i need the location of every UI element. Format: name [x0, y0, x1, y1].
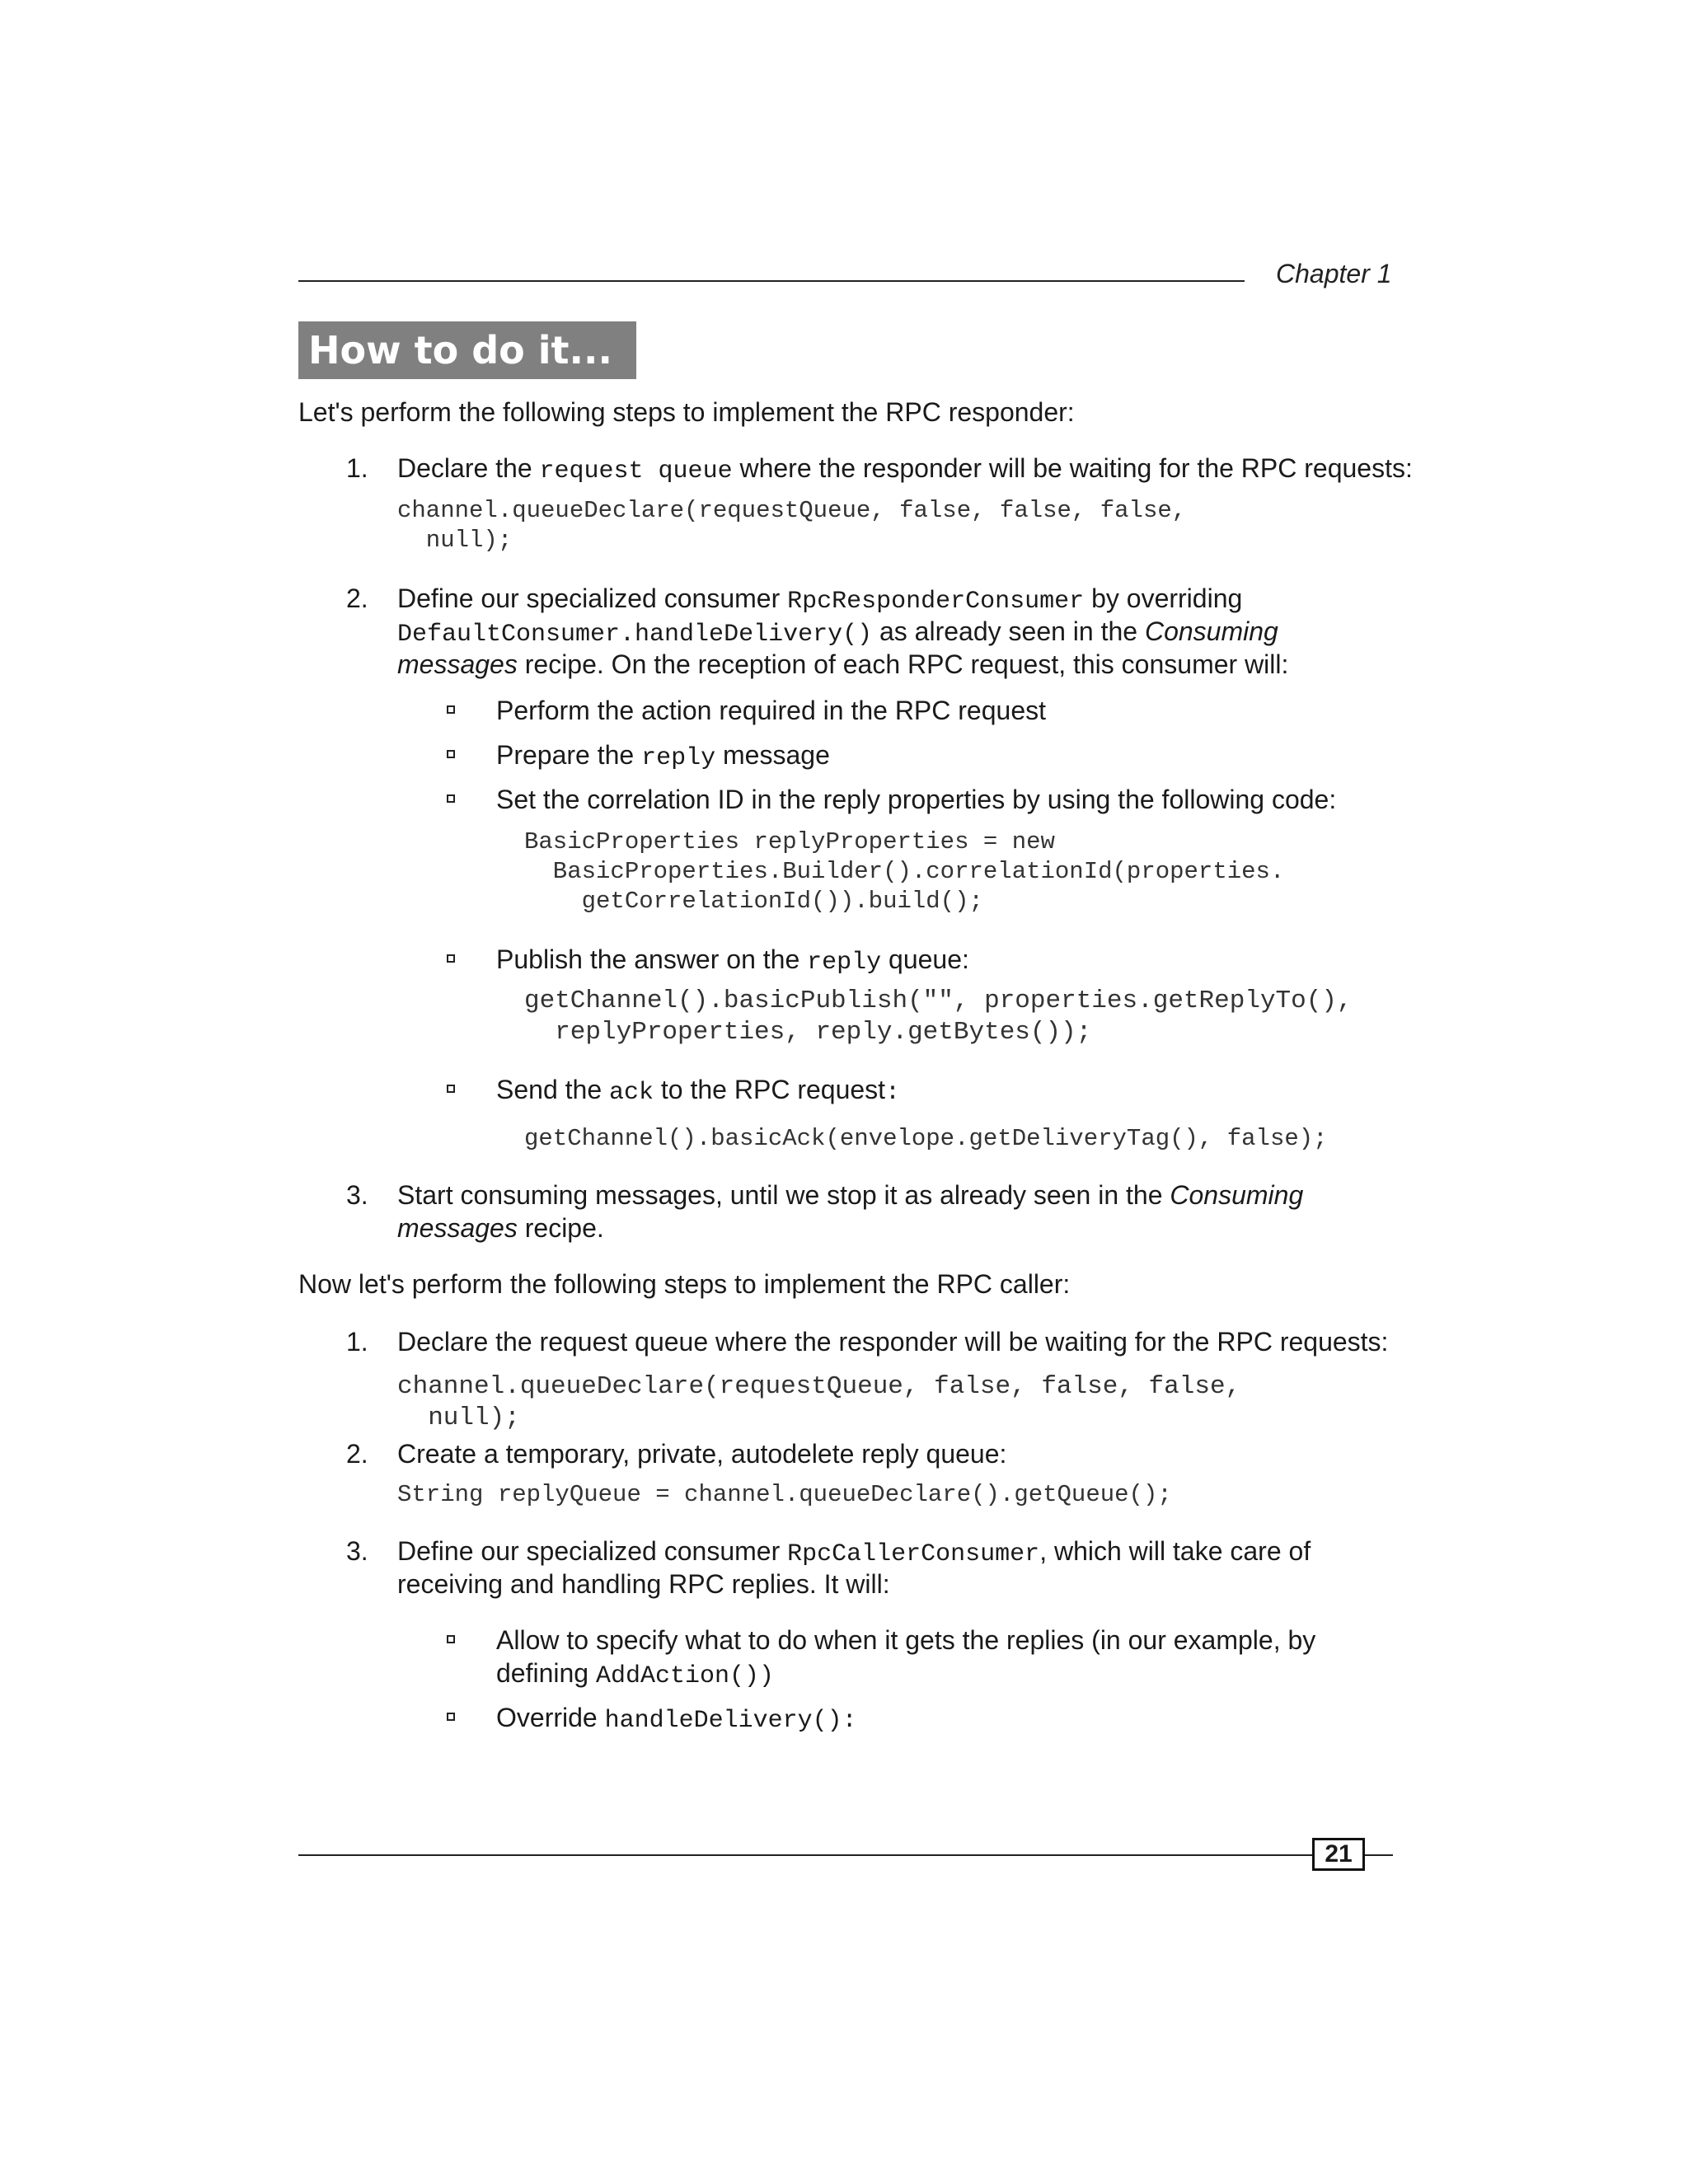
step-number: 2. — [346, 1439, 368, 1469]
bullet-text: Set the correlation ID in the reply properties by using the following code: — [496, 785, 1337, 814]
header-rule — [298, 280, 1245, 282]
caller-step3-line2: receiving and handling RPC replies. It will: — [397, 1569, 890, 1599]
code-line: null); — [397, 527, 513, 554]
bullet-marker — [447, 750, 455, 758]
caller-step2-text: Create a temporary, private, autodelete reply queue: — [397, 1439, 1007, 1469]
responder-step2-line2: DefaultConsumer.handleDelivery() as already seen in the Consuming — [397, 616, 1278, 649]
step-number: 1. — [346, 453, 368, 483]
inline-code: RpcCallerConsumer — [787, 1540, 1040, 1568]
code-line: getCorrelationId()).build(); — [524, 888, 983, 915]
bullet-text: Prepare the reply message — [496, 740, 830, 772]
responder-step2-line1: Define our specialized consumer RpcResponderConsumer by overriding — [397, 583, 1243, 616]
inline-code: reply — [807, 949, 882, 977]
inline-code: DefaultConsumer.handleDelivery() — [397, 621, 873, 649]
code-line: channel.queueDeclare(requestQueue, false, false, false, — [397, 1372, 1241, 1401]
inline-code: handleDelivery(): — [604, 1707, 857, 1735]
section-heading: How to do it... — [298, 321, 636, 379]
step-number: 1. — [346, 1327, 368, 1357]
code-line: BasicProperties replyProperties = new — [524, 828, 1055, 855]
inline-code: RpcResponderConsumer — [787, 588, 1085, 616]
bullet-marker — [447, 1635, 455, 1643]
bullet-text: Override handleDelivery(): — [496, 1703, 857, 1735]
page-number: 21 — [1312, 1838, 1365, 1871]
code-line: replyProperties, reply.getBytes()); — [524, 1018, 1092, 1047]
bullet-text: Send the ack to the RPC request: — [496, 1075, 901, 1107]
inline-code: AddAction()) — [595, 1662, 775, 1690]
footer-rule — [298, 1854, 1393, 1856]
bullet-marker — [447, 1085, 455, 1093]
responder-step2-line3: messages recipe. On the reception of each RPC request, this consumer will: — [397, 649, 1289, 679]
responder-step3-line2: messages recipe. — [397, 1213, 604, 1243]
bullet-marker — [447, 705, 455, 714]
caller-step3-line1: Define our specialized consumer RpcCallerConsumer, which will take care of — [397, 1536, 1311, 1568]
code-line: channel.queueDeclare(requestQueue, false, false, false, — [397, 497, 1187, 524]
responder-step3-line1: Start consuming messages, until we stop it as already seen in the Consuming — [397, 1180, 1304, 1210]
bullet-marker — [447, 794, 455, 803]
bullet-text: Perform the action required in the RPC request — [496, 696, 1046, 725]
inline-code: request queue — [539, 457, 733, 485]
step-number: 3. — [346, 1536, 368, 1566]
code-line: null); — [397, 1404, 520, 1432]
caller-step1-text: Declare the request queue where the responder will be waiting for the RPC requests: — [397, 1327, 1389, 1357]
responder-step1-text: Declare the request queue where the responder will be waiting for the RPC requests: — [397, 453, 1413, 485]
code-line: getChannel().basicAck(envelope.getDeliveryTag(), false); — [524, 1125, 1328, 1152]
inline-code: ack — [609, 1079, 654, 1107]
bullet-text: Allow to specify what to do when it gets the replies (in our example, by — [496, 1625, 1316, 1655]
code-line: String replyQueue = channel.queueDeclare().getQueue(); — [397, 1481, 1172, 1508]
bullet-marker — [447, 954, 455, 963]
code-line: BasicProperties.Builder().correlationId(properties. — [524, 858, 1285, 885]
code-line: getChannel().basicPublish("", properties.getReplyTo(), — [524, 987, 1353, 1015]
caller-intro: Now let's perform the following steps to implement the RPC caller: — [298, 1269, 1071, 1299]
step-number: 2. — [346, 583, 368, 613]
bullet-text: defining AddAction()) — [496, 1658, 775, 1690]
bullet-marker — [447, 1713, 455, 1721]
responder-intro: Let's perform the following steps to implement the RPC responder: — [298, 397, 1075, 427]
chapter-label: Chapter 1 — [1276, 259, 1392, 288]
step-number: 3. — [346, 1180, 368, 1210]
bullet-text: Publish the answer on the reply queue: — [496, 944, 969, 977]
inline-code: reply — [641, 744, 716, 772]
